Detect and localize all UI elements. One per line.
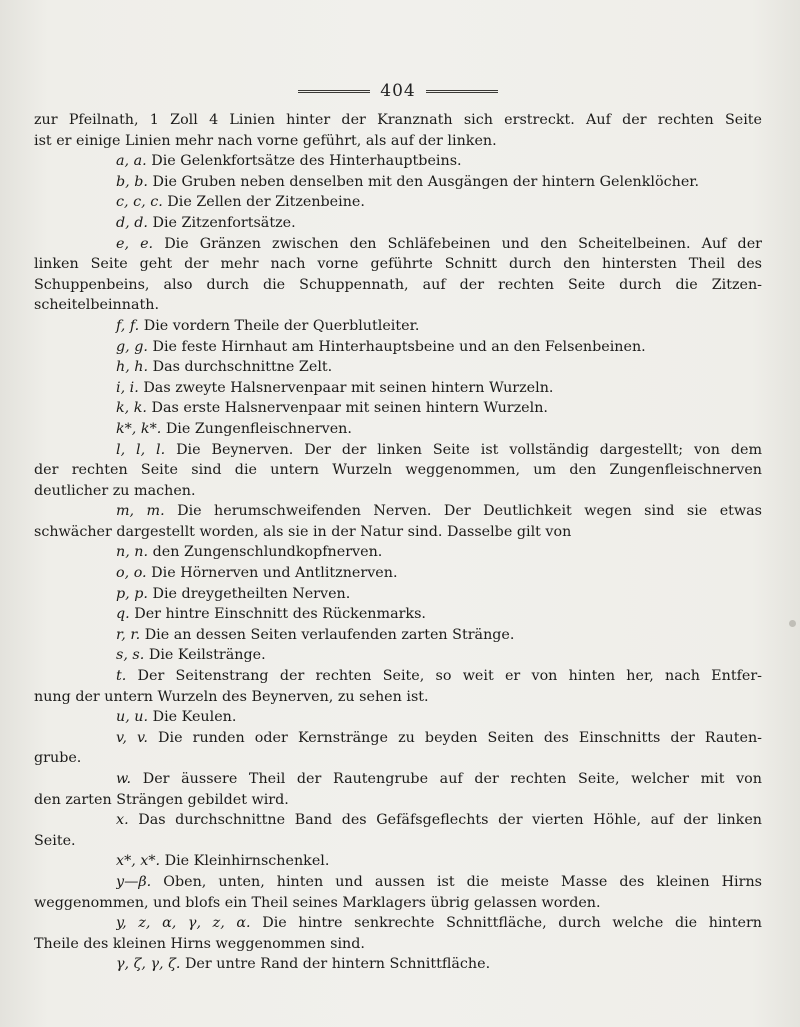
line-text: Die feste Hirnhaut am Hinterhauptsbeine und an den Felsenbeinen. xyxy=(152,338,646,355)
line-text: Die Keilstränge. xyxy=(148,647,266,664)
text-line xyxy=(34,563,762,584)
header-rule-left xyxy=(298,90,370,93)
text-line xyxy=(34,707,762,728)
text-line xyxy=(34,748,762,769)
text-line xyxy=(34,625,762,646)
line-text: Die Gränzen zwischen den Schläfebeinen und den Scheitelbeinen. Auf der xyxy=(164,235,762,252)
text-line xyxy=(34,131,762,152)
line-text: Die Gruben neben denselben mit den Ausgängen der hintern Gelenklöcher. xyxy=(152,173,700,190)
figure-key: y, z, α, γ, z, α. xyxy=(116,915,251,932)
text-line xyxy=(34,522,762,543)
text-line xyxy=(34,728,762,749)
line-text: Die Keulen. xyxy=(152,709,237,726)
text-line xyxy=(34,254,762,275)
figure-key: g, g. xyxy=(116,338,148,355)
text-line xyxy=(34,666,762,687)
ink-blot xyxy=(789,620,796,627)
text-line xyxy=(34,687,762,708)
figure-key: i, i. xyxy=(116,379,139,396)
figure-key: γ, ζ, γ, ζ. xyxy=(116,956,181,973)
figure-key: q. xyxy=(116,606,130,623)
line-text: Die Kleinhirnschenkel. xyxy=(164,853,330,870)
text-line xyxy=(34,440,762,461)
text-line xyxy=(34,398,762,419)
line-text: Der äussere Theil der Rautengrube auf der rechten Seite, welcher mit von xyxy=(142,771,762,787)
figure-key: f, f. xyxy=(116,317,140,334)
line-text: Das durchschnittne Zelt. xyxy=(152,359,333,376)
page-number: 404 xyxy=(380,81,416,101)
figure-key: k, k. xyxy=(116,400,147,417)
text-line xyxy=(34,192,762,213)
figure-key: v, v. xyxy=(116,729,148,746)
line-text: Die Hörnerven und Antlitznerven. xyxy=(151,565,398,582)
text-line xyxy=(34,481,762,502)
text-line xyxy=(34,954,762,975)
text-line xyxy=(34,893,762,914)
text-line xyxy=(34,542,762,563)
text-line xyxy=(34,501,762,522)
line-text: Die Zungenfleischnerven. xyxy=(165,420,352,437)
line-text: Der Seitenstrang der rechten Seite, so weit er von hinten her, nach Entfer- xyxy=(137,668,762,685)
text-line xyxy=(34,460,762,481)
figure-key: w. xyxy=(116,771,132,787)
figure-key: c, c, c. xyxy=(116,194,163,211)
text-line xyxy=(34,151,762,172)
line-text: Die hintre senkrechte Schnittfläche, durch welche die hintern xyxy=(262,915,762,932)
line-text: weggenommen, und blofs ein Theil seines Marklagers übrig gelassen worden. xyxy=(34,894,601,911)
text-line xyxy=(34,934,762,955)
text-line xyxy=(34,378,762,399)
line-text: den zarten Strängen gebildet wird. xyxy=(34,791,289,808)
line-text: Der hintre Einschnitt des Rückenmarks. xyxy=(134,606,426,623)
figure-key: b, b. xyxy=(116,173,148,190)
text-line xyxy=(34,110,762,131)
figure-key: s, s. xyxy=(116,647,145,664)
figure-key: m, m. xyxy=(116,503,165,520)
line-text: Die Zellen der Zitzenbeine. xyxy=(167,194,365,211)
figure-key: o, o. xyxy=(116,565,147,582)
line-text: Das durchschnittne Band des Gefäfsgeflechts der vierten Höhle, auf der linken xyxy=(138,812,762,829)
line-text: der rechten Seite sind die untern Wurzeln weggenommen, um den Zungenfleischnerven xyxy=(34,462,762,479)
text-line xyxy=(34,872,762,893)
figure-key: t. xyxy=(116,668,127,685)
text-line xyxy=(34,337,762,358)
figure-key: d, d. xyxy=(116,214,148,231)
text-line xyxy=(34,295,762,316)
text-line xyxy=(34,913,762,934)
body-text xyxy=(34,110,762,975)
text-line xyxy=(34,357,762,378)
line-text: grube. xyxy=(34,750,82,767)
figure-key: x*, x*. xyxy=(116,853,161,870)
line-text: ist er einige Linien mehr nach vorne geführt, als auf der linken. xyxy=(34,132,497,149)
line-text: Die Beynerven. Der der linken Seite ist vollständig dargestellt; von dem xyxy=(176,441,762,458)
line-text: zur Pfeilnath, 1 Zoll 4 Linien hinter der Kranznath sich erstreckt. Auf der rechten Seite xyxy=(34,112,762,128)
line-text: Die vordern Theile der Querblutleiter. xyxy=(143,317,420,334)
figure-key: x. xyxy=(116,812,129,829)
text-line xyxy=(34,213,762,234)
figure-key: n, n. xyxy=(116,544,149,561)
text-line xyxy=(34,584,762,605)
line-text: deutlicher zu machen. xyxy=(34,482,196,499)
text-line xyxy=(34,604,762,625)
figure-key: a, a. xyxy=(116,153,147,170)
line-text: schwächer dargestellt worden, als sie in der Natur sind. Dasselbe gilt von xyxy=(34,523,572,540)
line-text: linken Seite geht der mehr nach vorne geführte Schnitt durch den hintersten Theil des xyxy=(34,256,762,273)
line-text: Die runden oder Kernstränge zu beyden Seiten des Einschnitts der Rauten- xyxy=(158,729,762,746)
line-text: scheitelbeinnath. xyxy=(34,297,159,314)
text-line xyxy=(34,790,762,811)
line-text: nung der untern Wurzeln des Beynerven, zu sehen ist. xyxy=(34,688,429,705)
line-text: Die an dessen Seiten verlaufenden zarten Stränge. xyxy=(144,626,515,643)
figure-key: u, u. xyxy=(116,709,149,726)
text-line xyxy=(34,234,762,255)
line-text: Das erste Halsnervenpaar mit seinen hintern Wurzeln. xyxy=(151,400,548,417)
text-line xyxy=(34,831,762,852)
line-text: Theile des kleinen Hirns weggenommen sind. xyxy=(34,935,365,952)
line-text: Oben, unten, hinten und aussen ist die meiste Masse des kleinen Hirns xyxy=(163,873,762,890)
line-text: Schuppenbeins, also durch die Schuppennath, auf der rechten Seite durch die Zitzen- xyxy=(34,276,762,293)
text-line xyxy=(34,172,762,193)
text-line xyxy=(34,769,762,790)
figure-key: k*, k*. xyxy=(116,420,162,437)
figure-key: p, p. xyxy=(116,585,148,602)
text-line xyxy=(34,316,762,337)
line-text: Die Gelenkfortsätze des Hinterhauptbeins. xyxy=(151,153,462,170)
figure-key: e, e. xyxy=(116,235,154,252)
line-text: Die Zitzenfortsätze. xyxy=(152,214,296,231)
line-text: Das zweyte Halsnervenpaar mit seinen hintern Wurzeln. xyxy=(143,379,554,396)
page-header xyxy=(34,78,762,104)
figure-key: l, l, l. xyxy=(116,441,166,458)
text-line xyxy=(34,275,762,296)
text-line xyxy=(34,810,762,831)
line-text: Die herumschweifenden Nerven. Der Deutlichkeit wegen sind sie etwas xyxy=(177,503,762,520)
line-text: Der untre Rand der hintern Schnittfläche. xyxy=(184,956,491,973)
text-line xyxy=(34,645,762,666)
line-text: den Zungenschlundkopfnerven. xyxy=(152,544,383,561)
header-rule-right xyxy=(426,90,498,93)
text-line xyxy=(34,851,762,872)
line-text: Die dreygetheilten Nerven. xyxy=(152,585,351,602)
figure-key: y—β. xyxy=(116,873,152,890)
figure-key: h, h. xyxy=(116,359,149,376)
text-line xyxy=(34,419,762,440)
line-text: Seite. xyxy=(34,832,76,849)
figure-key: r, r. xyxy=(116,626,141,643)
